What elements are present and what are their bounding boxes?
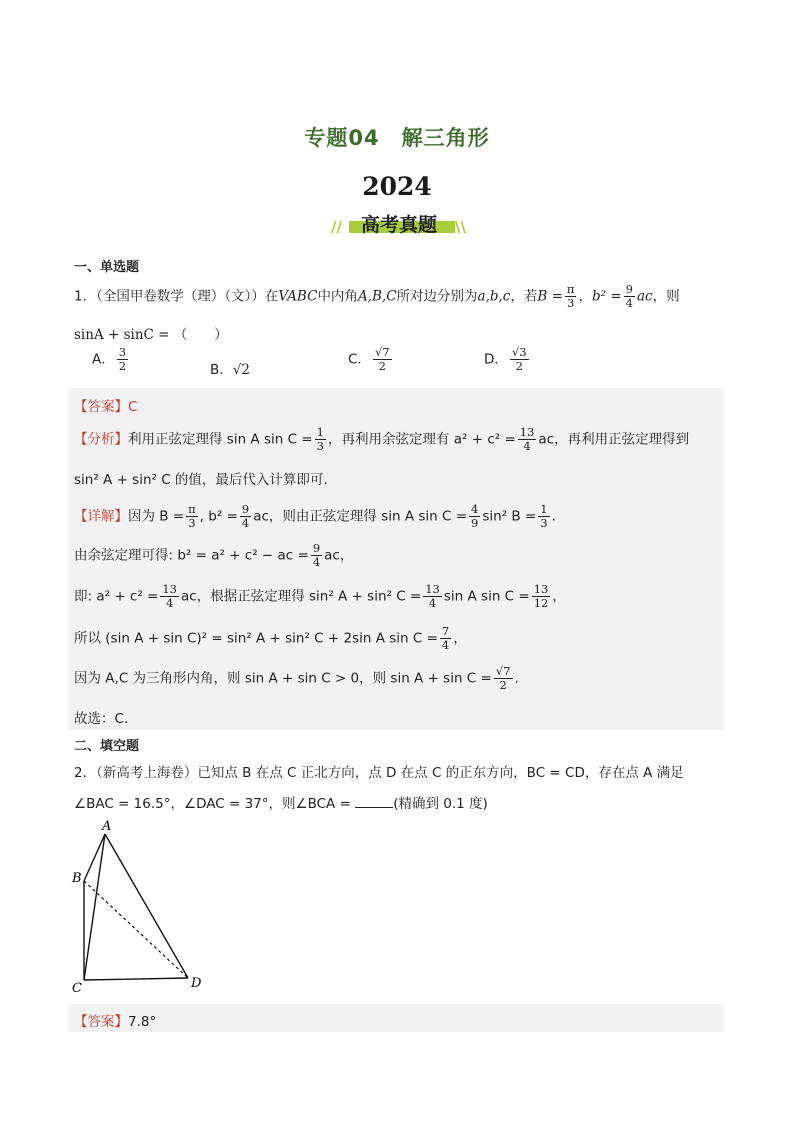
- answer-tag: 【答案】: [74, 399, 128, 415]
- q1-angles: A,B,C: [357, 288, 397, 305]
- banner-slash-right: \\: [455, 218, 466, 236]
- page-title: 专题04 解三角形: [304, 126, 490, 150]
- q1-cond-b2: b² =: [591, 288, 622, 305]
- choice-b[interactable]: B．√2: [210, 362, 250, 378]
- q1-detail-line-4: 所以 (sin A + sin C)² = sin² A + sin² C + 2sin A sin C = $\frac{7}{4}$ ，: [74, 624, 467, 652]
- detail-tag: 【详解】: [74, 508, 128, 525]
- q1-text: ，: [578, 288, 592, 305]
- choice-c[interactable]: C． $\frac{√7}{2}$: [348, 345, 390, 373]
- q1-text: ，则: [652, 288, 680, 305]
- q1-sides: a,b,c: [477, 288, 511, 305]
- label-b: B: [72, 871, 82, 886]
- year-heading: 2024: [362, 172, 432, 201]
- q1-line-1: [74, 283, 680, 310]
- q1-text: 所对边分别为: [396, 288, 478, 305]
- q1-fraction-9-4: $\frac{9}{4}$: [625, 282, 633, 310]
- q1-line-2: sinA + sinC = （ ）: [74, 327, 228, 343]
- q1-detail-line-2: 由余弦定理可得: b² = a² + c² − ac = $\frac{9}{4}$ ac，: [74, 541, 354, 569]
- banner-slash-left: //: [331, 218, 342, 236]
- section-single-choice: 一、单选题: [74, 260, 140, 275]
- q1-text: ，若: [510, 288, 538, 305]
- answer-block-2: [68, 1004, 724, 1032]
- answer-tag: 【答案】: [74, 1014, 128, 1030]
- segment-bd-dashed: [84, 881, 188, 978]
- q2-answer: [74, 1010, 156, 1030]
- q1-choices: [92, 346, 652, 386]
- answer-blank[interactable]: [355, 795, 393, 808]
- q1-detail-line-1: 【详解】因为 B = $\frac{\pi}{3}$ , b² = $\frac{9}{4}$ ac，则由正弦定理得 sin A sin C = $\frac{4}{9}$ sin² B = $\frac{1}{3}$ .: [74, 502, 556, 530]
- label-a: A: [102, 819, 112, 834]
- q1-triangle: VABC: [278, 288, 318, 305]
- answer-value: C: [128, 399, 138, 415]
- analysis-tag: 【分析】: [74, 431, 128, 448]
- q1-detail-line-3: 即: a² + c² = $\frac{13}{4}$ ac，根据正弦定理得 sin² A + sin² C = $\frac{13}{4}$ sin A sin C = $\frac{13}{12}$ ，: [74, 582, 566, 610]
- banner-text: 高考真题: [360, 214, 437, 236]
- label-c: C: [72, 981, 82, 996]
- q1-text: 中内角: [317, 288, 358, 305]
- q1-text: 在: [264, 288, 279, 305]
- q1-conclusion: 故选：C.: [74, 711, 129, 727]
- q1-analysis-line-2: sin² A + sin² C 的值，最后代入计算即可.: [74, 472, 328, 488]
- answer-value: 7.8°: [128, 1014, 157, 1030]
- q1-detail-line-5: 因为 A,C 为三角形内角，则 sin A + sin C > 0，则 sin A + sin C = $\frac{√7}{2}$ .: [74, 664, 519, 692]
- segment-cd: [84, 978, 188, 980]
- q1-fraction-pi-3: $\frac{\pi}{3}$: [566, 282, 575, 310]
- q1-analysis-line-1: 【分析】利用正弦定理得 sin A sin C = $\frac{1}{3}$ ，再利用余弦定理有 a² + c² = $\frac{13}{4}$ ac，再利用正弦定理得到: [74, 425, 690, 453]
- triangle-figure: [68, 818, 218, 996]
- q2-line-1: 2．（新高考上海卷）已知点 B 在点 C 正北方向，点 D 在点 C 的正东方向，BC = CD，存在点 A 满足: [74, 765, 684, 781]
- q1-ac: ac: [636, 288, 653, 305]
- q1-number: 1．: [74, 288, 97, 305]
- q1-source: （全国甲卷数学（理）（文））: [96, 288, 265, 305]
- q2-line-2: ∠BAC = 16.5°，∠DAC = 37°，则∠BCA = (精确到 0.1 度): [74, 796, 488, 812]
- choice-d[interactable]: D． $\frac{√3}{2}$: [484, 345, 527, 373]
- exam-banner: [329, 208, 469, 238]
- choice-a[interactable]: A． $\frac{3}{2}$: [92, 345, 127, 373]
- section-fill-blank: 二、填空题: [74, 739, 140, 754]
- label-d: D: [191, 976, 202, 991]
- q1-cond-b: B =: [537, 288, 563, 305]
- q1-answer: [74, 395, 137, 415]
- segment-ad: [105, 834, 188, 978]
